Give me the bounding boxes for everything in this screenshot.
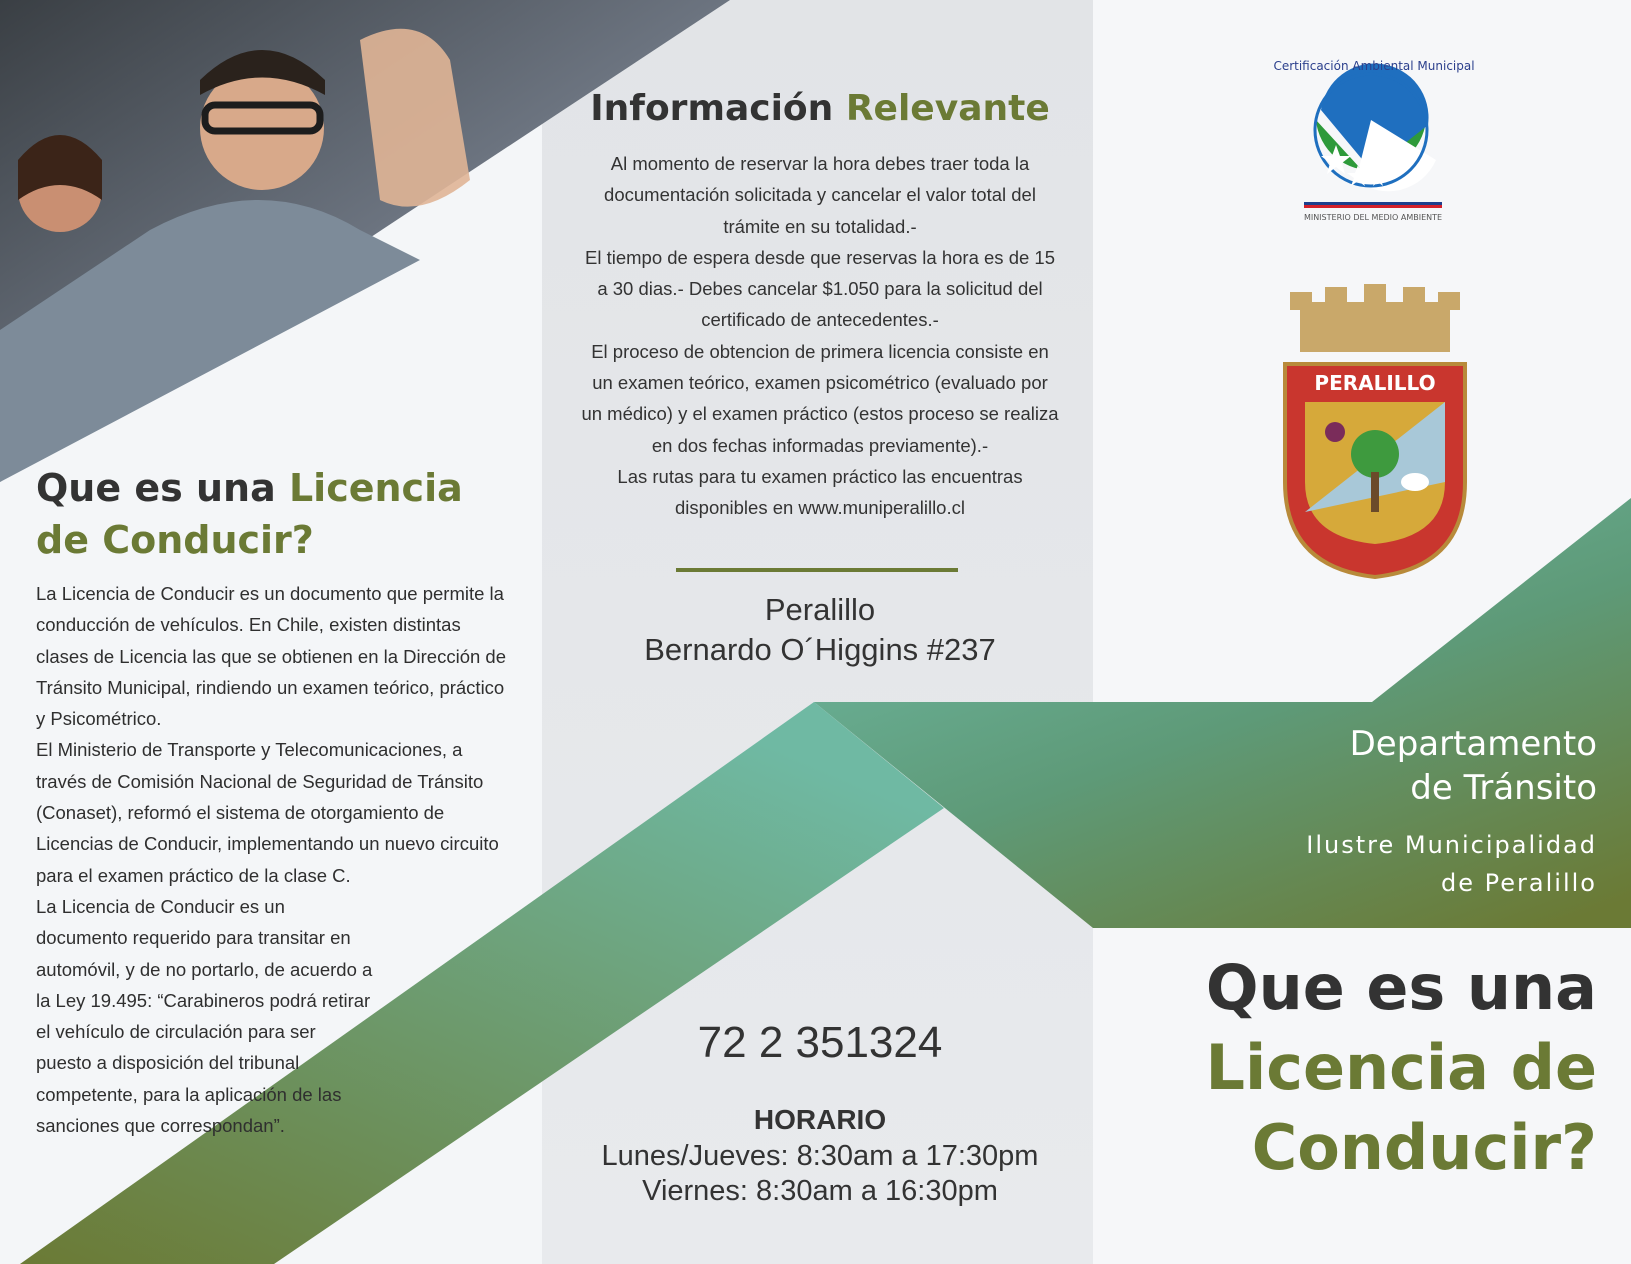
left-paragraph: El Ministerio de Transporte y Telecomunicaciones, a través de Comisión Nacional de Seguridad de Tránsito (Conaset), reformó el sistema de otorgamiento de Licencias de Conducir, implementando un nuevo circuito para el examen práctico de la clase C.	[36, 739, 499, 886]
cover-title-line: Conducir?	[1251, 1111, 1597, 1184]
ministry-text: MINISTERIO DEL MEDIO AMBIENTE	[1303, 213, 1443, 222]
info-paragraph: Las rutas para tu examen práctico las encuentras disponibles en www.muniperalillo.cl	[617, 465, 1023, 519]
cover-title-line: Licencia de	[1205, 1031, 1597, 1104]
municipality-name	[1177, 826, 1597, 902]
coat-of-arms-icon	[1280, 282, 1470, 582]
left-body	[36, 578, 506, 1141]
certification-logo-icon	[1273, 50, 1475, 225]
horario-line: Lunes/Jueves: 8:30am a 17:30pm	[601, 1140, 1039, 1172]
certification-logo-text: Certificación Ambiental Municipal	[1273, 59, 1475, 73]
horario-title: HORARIO	[753, 1104, 887, 1135]
info-title-accent: Relevante	[845, 88, 1050, 129]
left-title-part1: Que es una	[36, 466, 289, 510]
municipality-line: Ilustre Municipalidad	[1306, 831, 1597, 859]
info-body	[580, 148, 1060, 524]
department-line: Departamento	[1349, 724, 1597, 764]
horario-line: Viernes: 8:30am a 16:30pm	[642, 1175, 998, 1207]
left-title-accent: Licencia de Conducir?	[36, 466, 463, 562]
info-title-part1: Información	[590, 88, 846, 129]
phone-number: 72 2 351324	[697, 1018, 943, 1067]
department-line: de Tránsito	[1410, 768, 1597, 808]
cover-title-line: Que es una	[1205, 951, 1597, 1024]
department-name	[1177, 722, 1597, 810]
municipality-line: de Peralillo	[1441, 869, 1597, 897]
address	[560, 590, 1080, 670]
cover-title	[1037, 948, 1597, 1188]
left-title	[36, 462, 496, 566]
divider	[676, 568, 958, 572]
left-paragraph: La Licencia de Conducir es un documento requerido para transitar en automóvil, y de no portarlo, de acuerdo a la Ley 19.495: “Carabineros podrá retirar el vehículo de circulación para ser puesto a disposición del tribunal competente, para la aplicación de las sanciones que correspondan”.	[36, 895, 373, 1137]
info-paragraph: El proceso de obtencion de primera licencia consiste en un examen teórico, examen psicométrico (evaluado por un médico) y el examen práctico (estos proceso se realiza en dos fechas informadas previamente).-	[581, 340, 1059, 456]
left-paragraph: La Licencia de Conducir es un documento que permite la conducción de vehículos. En Chile, existen distintas clases de Licencia las que se obtienen en la Dirección de Tránsito Municipal, rindiendo un examen teórico, práctico y Psicométrico.	[36, 583, 506, 730]
info-paragraph: Al momento de reservar la hora debes traer toda la documentación solicitada y cancelar el valor total del trámite en su totalidad.-	[604, 153, 1036, 237]
coat-of-arms-text: PERALILLO	[1314, 371, 1436, 395]
address-street: Bernardo O´Higgins #237	[644, 632, 996, 667]
address-city: Peralillo	[764, 592, 876, 627]
info-title	[560, 88, 1080, 129]
info-paragraph: El tiempo de espera desde que reservas la hora es de 15 a 30 dias.- Debes cancelar $1.050 para la solicitud del certificado de antecedentes.-	[585, 246, 1055, 331]
